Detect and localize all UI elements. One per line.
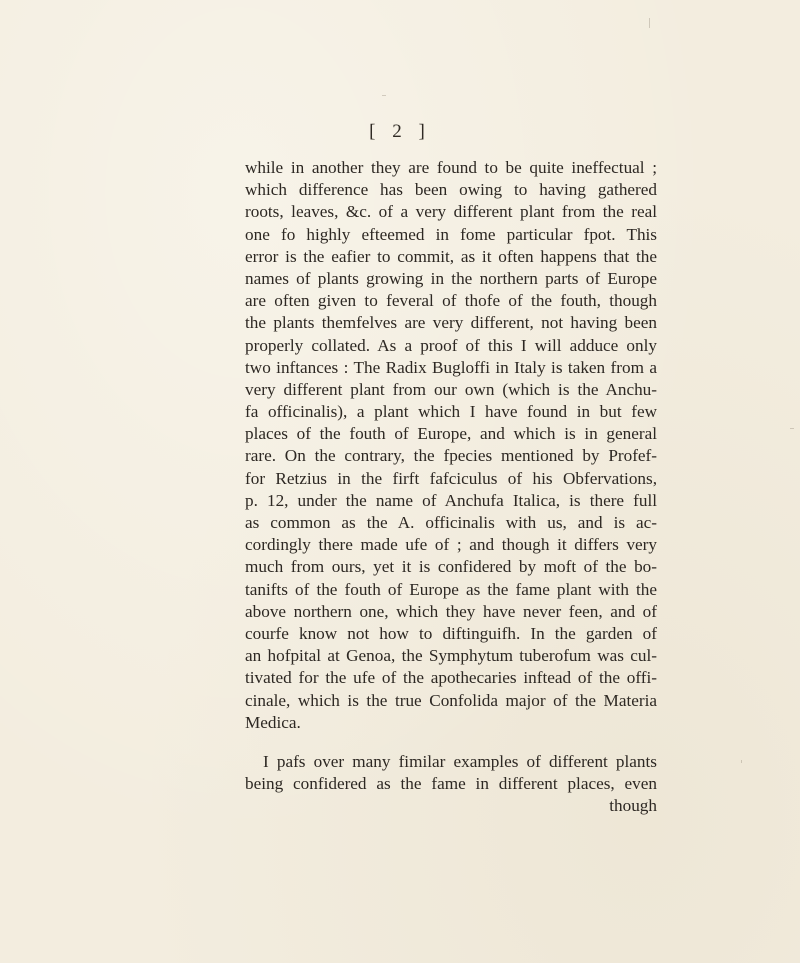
text-line: for Retzius in the firft fafciculus of his Obfervations, [245,468,657,488]
text-line: which difference has been owing to having gathered [245,180,657,200]
text-line: courfe know not how to diftinguifh. In the garden of [245,623,657,643]
text-line: properly collated. As a proof of this I will adduce only [245,335,657,355]
paper-speck [741,760,742,763]
text-line: while in another they are found to be quite ineffectual ; [245,158,657,177]
text-line: rare. On the contrary, the fpecies mentioned by Profef- [245,446,657,466]
text-line: cinale, which is the true Confolida major of the Materia [245,690,657,710]
text-line: tanifts of the fouth of Europe as the fame plant with the [245,579,657,599]
text-line: the plants themfelves are very different, not having been [245,313,657,333]
paragraph-1 [245,157,657,734]
text-line: an hofpital at Genoa, the Symphytum tuberofum was cul- [245,646,657,666]
text-line: fa officinalis), a plant which I have found in but few [245,402,657,422]
text-line: above northern one, which they have never feen, and of [245,601,657,621]
paragraph-gap [245,734,657,751]
text-line: places of the fouth of Europe, and which is in general [245,424,657,444]
paper-speck [790,428,794,429]
text-line: are often given to feveral of thofe of the fouth, though [245,291,657,311]
text-line: being confidered as the fame in different places, even [245,774,657,794]
text-line: very different plant from our own (which is the Anchu- [245,379,657,399]
text-line: p. 12, under the name of Anchufa Italica, is there full [245,490,657,510]
catchword: though [609,796,657,816]
text-line: roots, leaves, &c. of a very different plant from the real [245,202,657,222]
text-line: I pafs over many fimilar examples of different plants [263,751,657,771]
text-line: one fo highly efteemed in fome particular fpot. This [245,224,657,244]
text-line: much from ours, yet it is confidered by moft of the bo- [245,557,657,577]
text-line: two inftances : The Radix Bugloffi in Italy is taken from a [245,357,657,377]
paper-speck [382,95,386,96]
page-number-header: [ 2 ] [369,121,431,142]
body-text [245,157,657,817]
paragraph-2 [245,751,657,818]
text-line: as common as the A. officinalis with us, and is ac- [245,513,657,532]
text-line: Medica. [245,712,301,732]
text-line: error is the eafier to commit, as it often happens that the [245,246,657,266]
paper-speck [649,18,650,28]
text-line: names of plants growing in the northern parts of Europe [245,268,657,288]
text-line: tivated for the ufe of the apothecaries inftead of the offi- [245,668,657,688]
text-line: cordingly there made ufe of ; and though it differs very [245,535,657,555]
